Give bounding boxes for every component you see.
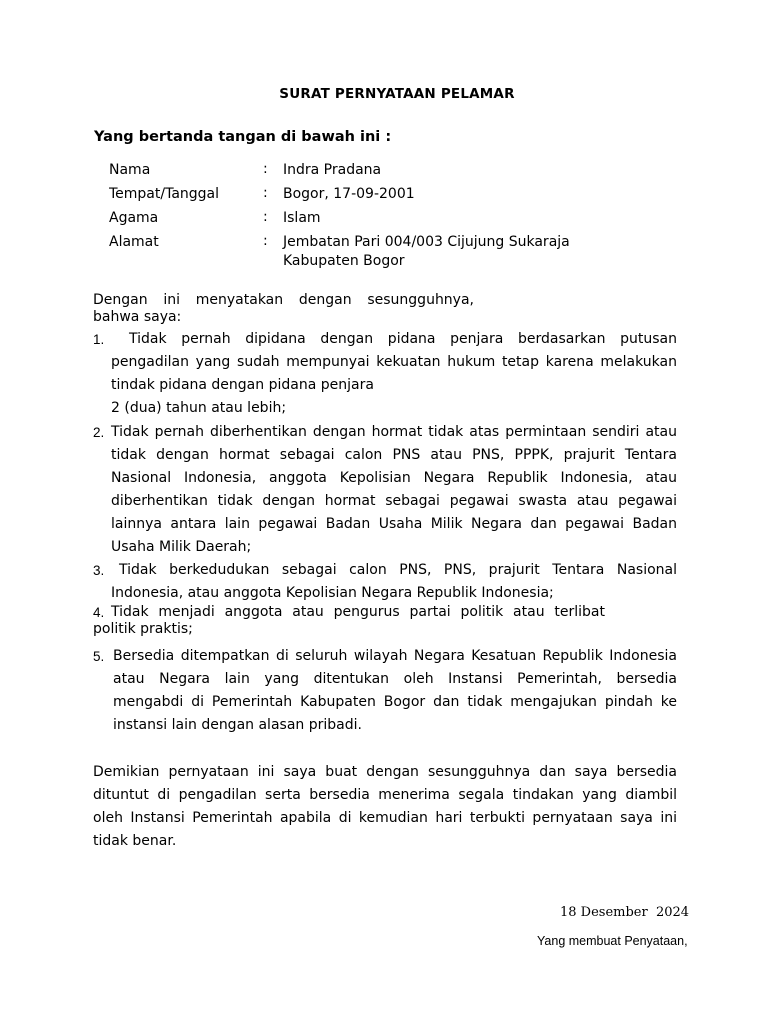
list-item-number: 1. <box>93 332 105 347</box>
identity-label: Alamat <box>109 234 159 250</box>
list-item-line: 2 (dua) tahun atau lebih; <box>111 400 287 416</box>
closing-line: tidak benar. <box>93 833 177 849</box>
identity-value: Islam <box>283 210 321 226</box>
list-item-line: Tidak berkedudukan sebagai calon PNS, PNS, prajurit Tentara Nasional <box>119 562 677 578</box>
list-item <box>93 559 677 605</box>
list-item-line: pengadilan yang sudah mempunyai kekuatan hukum tetap karena melakukan <box>111 354 677 370</box>
list-item-line: instansi lain dengan alasan pribadi. <box>113 717 362 733</box>
list-item-line: tidak dengan hormat sebagai calon PNS atau PNS, PPPK, prajurit Tentara <box>111 447 677 463</box>
list-item-text <box>113 645 677 737</box>
document-title: SURAT PERNYATAAN PELAMAR <box>279 86 515 102</box>
list-item-number: 3. <box>93 563 105 578</box>
identity-value: Bogor, 17-09-2001 <box>283 186 415 202</box>
list-item <box>93 328 677 420</box>
identity-label: Nama <box>109 162 151 178</box>
list-item-line: Tidak pernah dipidana dengan pidana penjara berdasarkan putusan <box>129 331 677 347</box>
closing-line: Demikian pernyataan ini saya buat dengan sesungguhnya dan saya bersedia <box>93 764 677 780</box>
list-item-line: diberhentikan tidak dengan hormat sebagai pegawai swasta atau pegawai <box>111 493 677 509</box>
signature-date: 18 Desember 2024 <box>560 905 690 920</box>
list-item-number: 2. <box>93 425 105 440</box>
identity-colon: : <box>263 161 268 177</box>
list-item-number: 4. <box>93 605 105 620</box>
list-item-line: Bersedia ditempatkan di seluruh wilayah Negara Kesatuan Republik Indonesia <box>113 648 677 664</box>
identity-value: Jembatan Pari 004/003 Cijujung Sukaraja Kabupaten Bogor <box>283 234 570 269</box>
list-item-line: politik praktis; <box>93 621 193 637</box>
list-item-line: tindak pidana dengan pidana penjara <box>111 377 374 393</box>
list-item-number: 5. <box>93 649 105 664</box>
list-item-line: mengabdi di Pemerintah Kabupaten Bogor dan tidak mengajukan pindah ke <box>113 694 677 710</box>
identity-colon: : <box>263 185 268 201</box>
list-item <box>93 645 677 737</box>
list-item-text <box>111 559 677 605</box>
list-item-line: lainnya antara lain pegawai Badan Usaha Milik Negara dan pegawai Badan <box>111 516 677 532</box>
statement-lead: Dengan ini menyatakan dengan sesungguhnya, <box>93 292 474 308</box>
list-item-line: Usaha Milik Daerah; <box>111 539 252 555</box>
closing-line: oleh Instansi Pemerintah apabila di kemudian hari terbukti pernyataan saya ini <box>93 810 677 826</box>
statement-lead-continuation: bahwa saya: <box>93 309 182 325</box>
list-item-line: Indonesia, atau anggota Kepolisian Negara Republik Indonesia; <box>111 585 554 601</box>
list-item-line: Nasional Indonesia, anggota Kepolisian Negara Republik Indonesia, atau <box>111 470 677 486</box>
list-item <box>93 421 677 559</box>
signer-label: Yang membuat Penyataan, <box>537 934 688 948</box>
intro-heading: Yang bertanda tangan di bawah ini : <box>94 129 392 145</box>
identity-label: Tempat/Tanggal <box>109 186 220 202</box>
list-item-line: Tidak menjadi anggota atau pengurus partai politik atau terlibat <box>111 604 605 620</box>
identity-colon: : <box>263 233 268 249</box>
closing-paragraph <box>93 761 677 853</box>
identity-value: Indra Pradana <box>283 162 382 178</box>
list-item-line: atau Negara lain yang ditentukan oleh Instansi Pemerintah, bersedia <box>113 671 677 687</box>
identity-colon: : <box>263 209 268 225</box>
identity-label: Agama <box>109 210 159 226</box>
list-item <box>93 604 677 638</box>
list-item-line: Tidak pernah diberhentikan dengan hormat tidak atas permintaan sendiri atau <box>111 424 677 440</box>
list-item-text <box>111 328 677 420</box>
closing-line: dituntut di pengadilan serta bersedia menerima segala tindakan yang diambil <box>93 787 677 803</box>
list-item-text <box>111 421 677 559</box>
